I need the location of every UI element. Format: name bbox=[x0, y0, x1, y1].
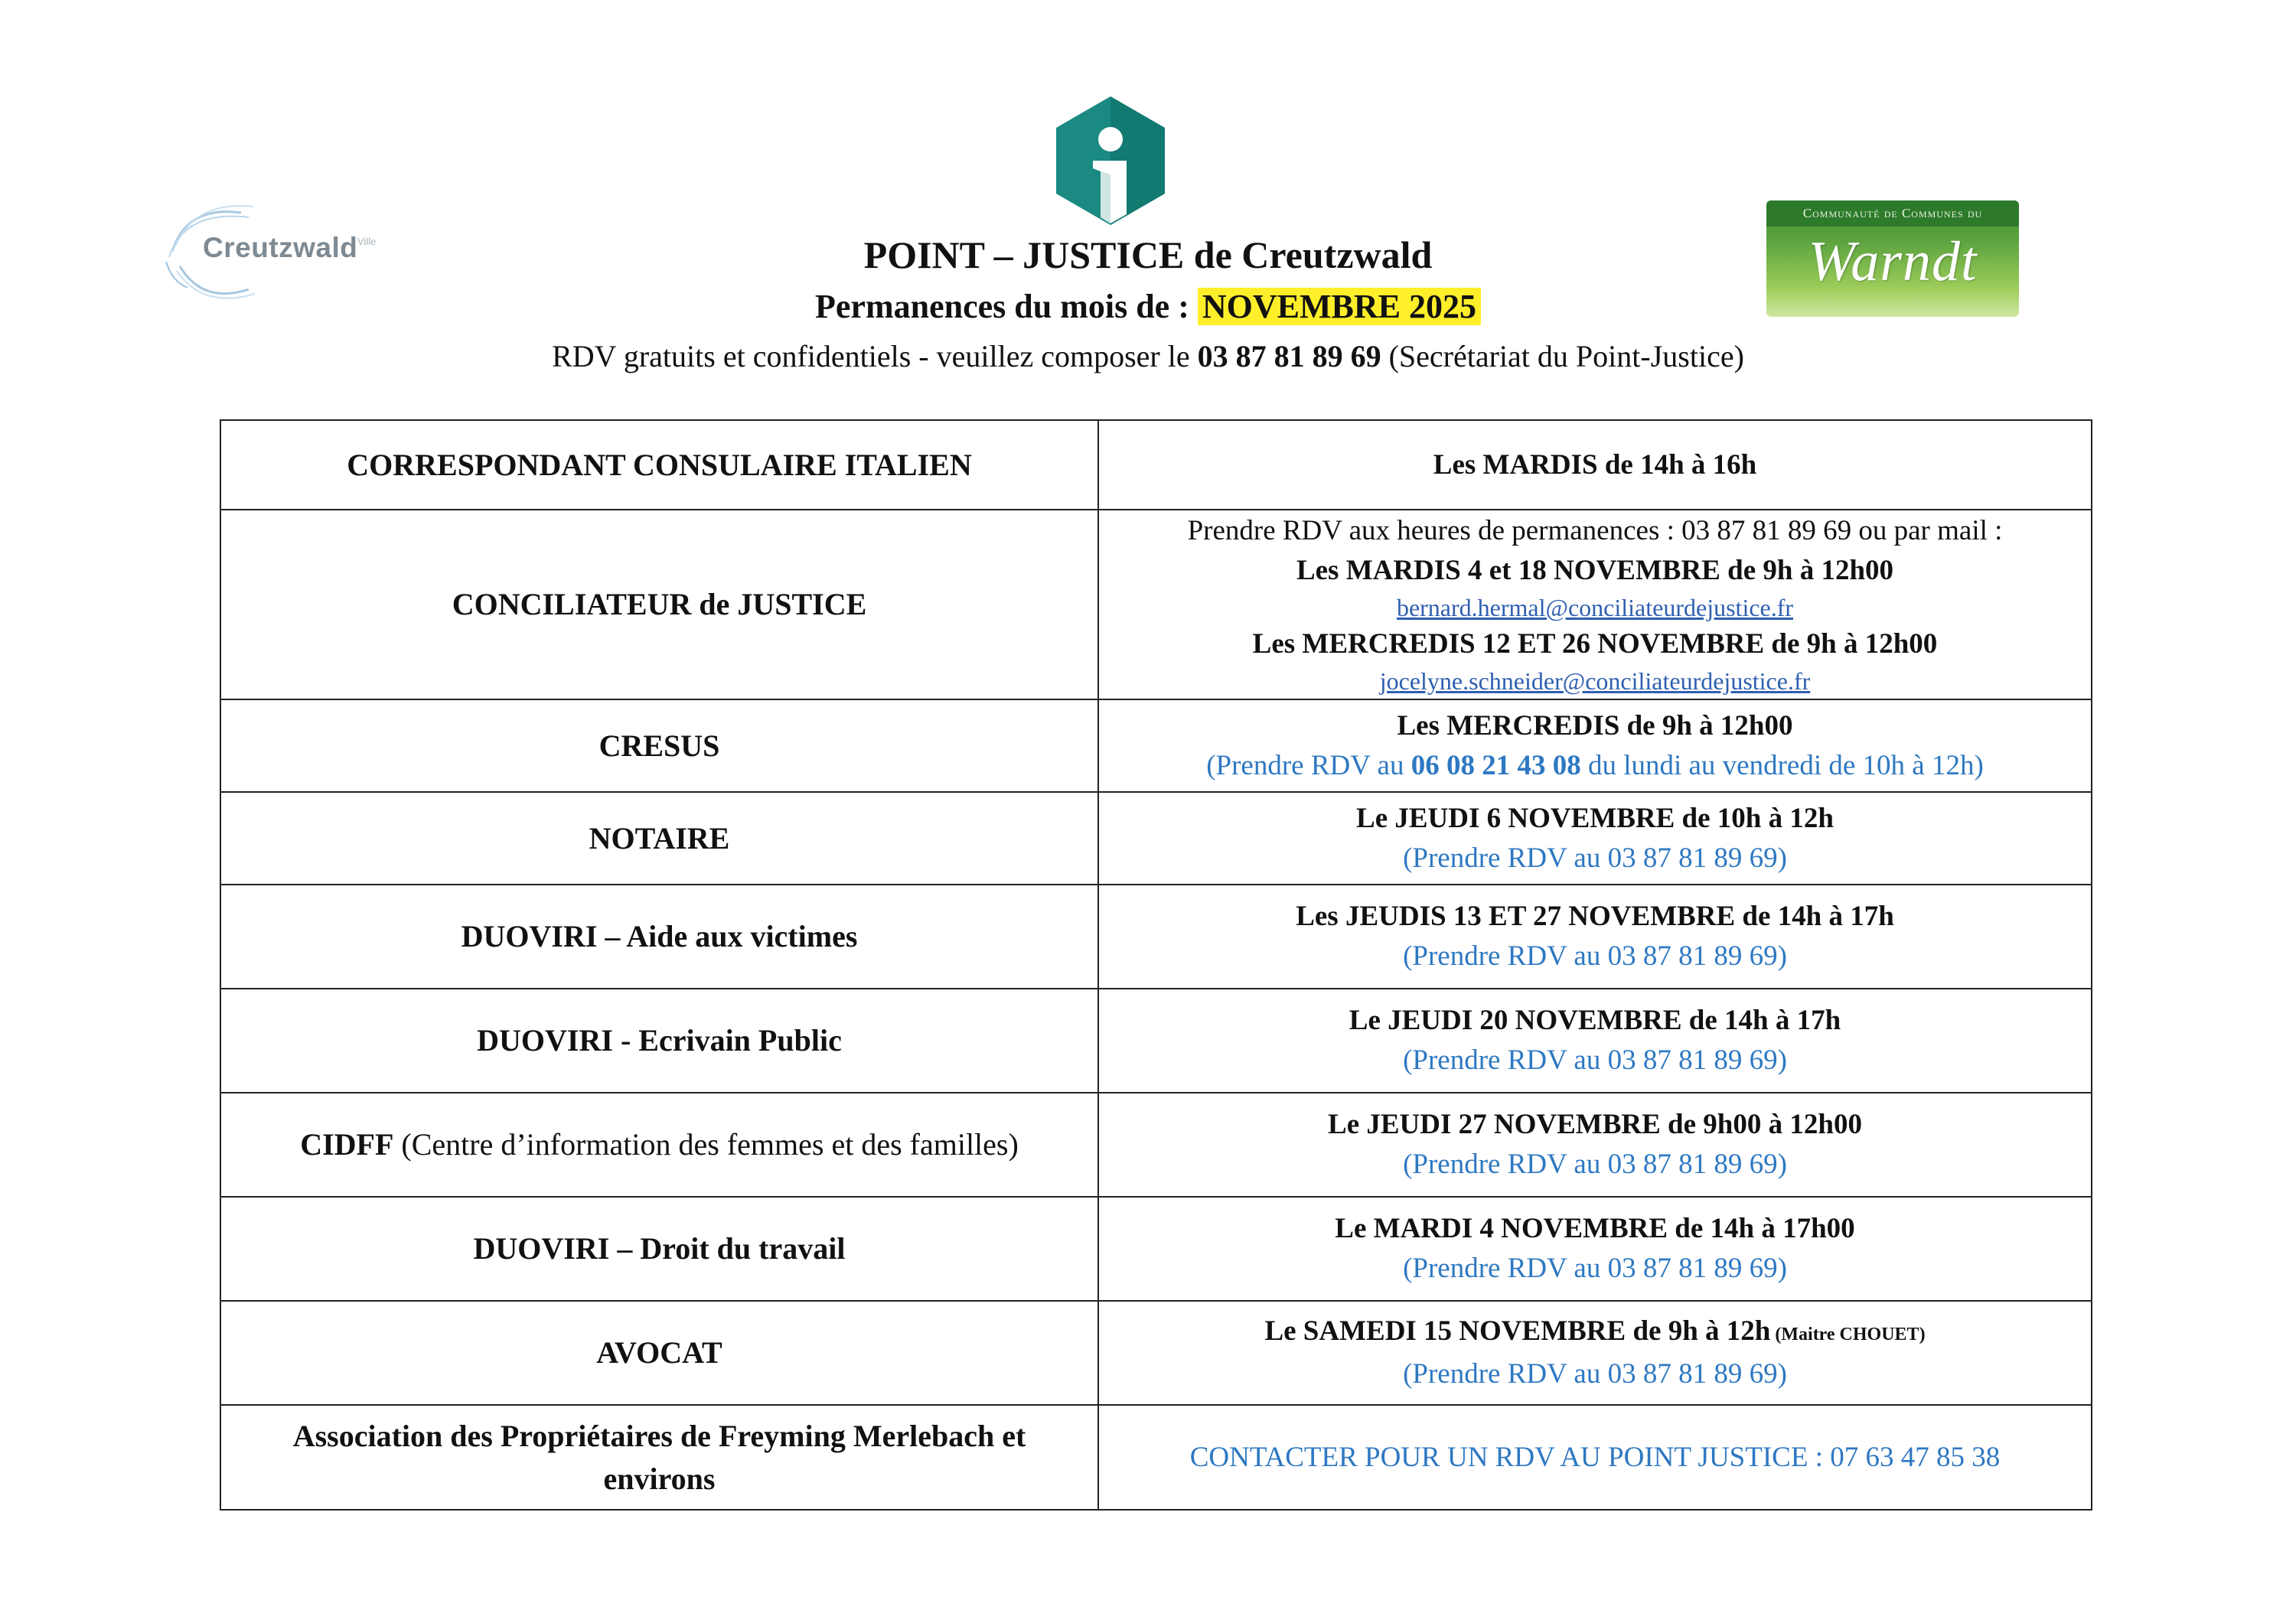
schedule-text bbox=[1099, 1312, 2091, 1354]
schedule-text: Les MERCREDIS de 9h à 12h00 bbox=[1397, 709, 1793, 741]
schedule-text: Le JEUDI 27 NOVEMBRE de 9h00 à 12h00 bbox=[1328, 1109, 1862, 1140]
schedule-main: Le SAMEDI 15 NOVEMBRE de 9h à 12h bbox=[1264, 1315, 1771, 1347]
schedule-cell bbox=[1098, 1301, 2092, 1405]
schedule-intro: Prendre RDV aux heures de permanences : 03 87 81 89 69 ou par mail : bbox=[1187, 515, 2003, 546]
creutzwald-logo-text: Creutzwald bbox=[203, 232, 358, 263]
contact-text: (Prendre RDV au 03 87 81 89 69) bbox=[1403, 1149, 1787, 1180]
service-name-detail: (Centre d’information des femmes et des familles) bbox=[393, 1127, 1019, 1162]
contact-prefix: (Prendre RDV au bbox=[1206, 749, 1411, 781]
email-link[interactable]: jocelyne.schneider@conciliateurdejustice.fr bbox=[1379, 667, 1811, 695]
contact-text bbox=[1099, 746, 2091, 786]
table-row bbox=[220, 699, 2092, 792]
warndt-logo-name: Warndt bbox=[1808, 230, 1978, 293]
contact-text: (Prendre RDV au 03 87 81 89 69) bbox=[1403, 1358, 1787, 1390]
table-row bbox=[220, 420, 2092, 510]
subtitle-prefix: Permanences du mois de : bbox=[815, 288, 1198, 325]
service-name-bold: CIDFF bbox=[300, 1127, 394, 1162]
table-row bbox=[220, 1301, 2092, 1405]
contact-suffix: du lundi au vendredi de 10h à 12h) bbox=[1580, 749, 1984, 781]
schedule-text: Le JEUDI 6 NOVEMBRE de 10h à 12h bbox=[1356, 802, 1834, 834]
schedule-cell bbox=[1098, 510, 2092, 699]
table-row bbox=[220, 792, 2092, 885]
schedule-cell bbox=[1098, 792, 2092, 885]
contact-phone: 06 08 21 43 08 bbox=[1411, 749, 1581, 781]
service-name: CONCILIATEUR de JUSTICE bbox=[220, 510, 1098, 699]
service-name bbox=[220, 1093, 1098, 1197]
subtitle-month: NOVEMBRE 2025 bbox=[1198, 288, 1481, 325]
email-link[interactable]: bernard.hermal@conciliateurdejustice.fr bbox=[1396, 594, 1794, 621]
schedule-cell bbox=[1098, 699, 2092, 792]
service-name: DUOVIRI - Ecrivain Public bbox=[220, 989, 1098, 1093]
schedule-text: Le JEUDI 20 NOVEMBRE de 14h à 17h bbox=[1349, 1005, 1841, 1036]
contact-text: (Prendre RDV au 03 87 81 89 69) bbox=[1403, 940, 1787, 972]
table-row bbox=[220, 1405, 2092, 1510]
service-name: DUOVIRI – Droit du travail bbox=[220, 1197, 1098, 1301]
contact-text: (Prendre RDV au 03 87 81 89 69) bbox=[1403, 1253, 1787, 1284]
table-row bbox=[220, 989, 2092, 1093]
schedule-text: Les MARDIS de 14h à 16h bbox=[1433, 448, 1757, 481]
rdv-suffix: (Secrétariat du Point-Justice) bbox=[1381, 339, 1744, 373]
schedule-cell bbox=[1098, 885, 2092, 989]
schedule-text: Les MERCREDIS 12 ET 26 NOVEMBRE de 9h à 12h00 bbox=[1252, 628, 1938, 660]
table-row bbox=[220, 1197, 2092, 1301]
contact-text: CONTACTER POUR UN RDV AU POINT JUSTICE : 07 63 47 85 38 bbox=[1189, 1441, 2001, 1473]
service-name: NOTAIRE bbox=[220, 792, 1098, 885]
permanences-table bbox=[220, 419, 2092, 1511]
schedule-cell bbox=[1098, 1405, 2092, 1510]
page-subtitle bbox=[0, 287, 2296, 326]
service-name: Association des Propriétaires de Freyming Merlebach et environs bbox=[220, 1405, 1098, 1510]
service-name: CORRESPONDANT CONSULAIRE ITALIEN bbox=[220, 420, 1098, 510]
contact-text: (Prendre RDV au 03 87 81 89 69) bbox=[1403, 842, 1787, 874]
rdv-phone: 03 87 81 89 69 bbox=[1197, 339, 1381, 373]
service-name: AVOCAT bbox=[220, 1301, 1098, 1405]
page-title: POINT – JUSTICE de Creutzwald bbox=[863, 233, 1433, 276]
rdv-prefix: RDV gratuits et confidentiels - veuillez composer le bbox=[552, 339, 1198, 373]
table-row bbox=[220, 885, 2092, 989]
point-info-logo-icon bbox=[1053, 95, 1168, 227]
schedule-text: Les MARDIS 4 et 18 NOVEMBRE de 9h à 12h00 bbox=[1296, 555, 1894, 586]
schedule-note: (Maitre CHOUET) bbox=[1770, 1325, 1926, 1344]
table-row bbox=[220, 510, 2092, 699]
rdv-info bbox=[0, 338, 2296, 374]
schedule-cell bbox=[1098, 1197, 2092, 1301]
schedule-cell bbox=[1098, 1093, 2092, 1197]
schedule-text: Les JEUDIS 13 ET 27 NOVEMBRE de 14h à 17h bbox=[1296, 901, 1894, 932]
warndt-logo-top: Communauté de Communes du bbox=[1766, 200, 2019, 227]
service-name: DUOVIRI – Aide aux victimes bbox=[220, 885, 1098, 989]
schedule-cell bbox=[1098, 420, 2092, 510]
schedule-text: Le MARDI 4 NOVEMBRE de 14h à 17h00 bbox=[1335, 1213, 1855, 1244]
table-row bbox=[220, 1093, 2092, 1197]
contact-text: (Prendre RDV au 03 87 81 89 69) bbox=[1403, 1045, 1787, 1076]
service-name: CRESUS bbox=[220, 699, 1098, 792]
creutzwald-logo-suffix: Ville bbox=[357, 236, 377, 247]
schedule-cell bbox=[1098, 989, 2092, 1093]
